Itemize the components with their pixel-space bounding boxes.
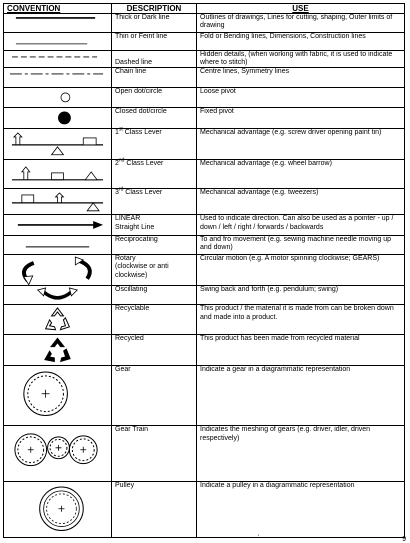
description-cell: Gear <box>112 365 197 425</box>
lever-label: Class Lever <box>122 128 162 136</box>
use-cell: Mechanical advantage (e.g. tweezers) <box>197 189 405 215</box>
table-row <box>4 50 405 68</box>
oscillating-arrow-icon <box>4 286 111 304</box>
description-cell <box>112 254 197 286</box>
symbol-cell <box>4 32 112 50</box>
description-cell: Closed dot/circle <box>112 108 197 129</box>
lever-label: Class Lever <box>123 189 163 197</box>
description-cell <box>112 215 197 236</box>
symbol-cell <box>4 50 112 68</box>
lever-ordinal-suffix: rd <box>118 187 124 194</box>
header-convention: CONVENTION <box>4 4 112 14</box>
symbol-cell <box>4 88 112 108</box>
symbol-cell <box>4 159 112 189</box>
symbol-cell <box>4 365 112 425</box>
table-row <box>4 14 405 33</box>
use-cell: Indicate a pulley in a diagrammatic representation <box>197 481 405 537</box>
description-cell <box>112 159 197 189</box>
symbol-cell <box>4 14 112 33</box>
symbol-cell <box>4 254 112 286</box>
header-row <box>4 4 405 14</box>
description-cell: Dashed line <box>112 50 197 68</box>
first-class-lever-icon <box>4 129 111 159</box>
reciprocating-arrow-icon <box>4 236 111 254</box>
header-description: DESCRIPTION <box>112 4 197 14</box>
description-cell: Recycled <box>112 335 197 366</box>
use-cell: Hidden details, (when working with fabric, it is used to indicate where to stitch) <box>197 50 405 68</box>
table-row <box>4 32 405 50</box>
table-row <box>4 128 405 159</box>
use-cell: Indicates the meshing of gears (e.g. driver, idler, driven respectively) <box>197 426 405 481</box>
symbol-cell <box>4 305 112 335</box>
use-cell: Outlines of drawings, Lines for cutting, shaping, Outer limits of drawing <box>197 14 405 33</box>
use-cell: Used to indicate direction. Can also be used as a pointer - up / down / left / right / forwards / backwards <box>197 215 405 236</box>
description-cell: Thick or Dark line <box>112 14 197 33</box>
table-row <box>4 108 405 129</box>
pulley-icon <box>4 482 111 537</box>
conventions-table <box>3 3 405 538</box>
footer-mark: ' <box>258 535 260 541</box>
table-row <box>4 88 405 108</box>
symbol-cell <box>4 426 112 481</box>
lever-ordinal: 2 <box>115 159 119 167</box>
table-row <box>4 254 405 286</box>
description-cell: Gear Train <box>112 426 197 481</box>
use-cell: Indicate a gear in a diagrammatic representation <box>197 365 405 425</box>
thick-line-icon <box>4 14 111 32</box>
description-line: clockwise) <box>115 271 148 279</box>
description-cell: Thin or Feint line <box>112 32 197 50</box>
thin-line-icon <box>4 33 111 50</box>
use-cell: This product / the material it is made from can be broken down and made into a product. <box>197 305 405 335</box>
description-line: Straight Line <box>115 223 155 231</box>
description-cell: Pulley <box>112 481 197 537</box>
header-use: USE <box>197 4 405 14</box>
rotary-arrow-icon <box>4 255 111 286</box>
closed-circle-icon <box>4 108 111 128</box>
description-cell: Chain line <box>112 68 197 88</box>
symbol-cell <box>4 481 112 537</box>
recycled-icon <box>4 335 111 365</box>
description-cell: Open dot/circle <box>112 88 197 108</box>
use-cell: Mechanical advantage (e.g. screw driver opening paint tin) <box>197 128 405 159</box>
use-cell: Swing back and forth (e.g. pendulum; swing) <box>197 286 405 305</box>
lever-ordinal-suffix: nd <box>118 157 125 164</box>
table-row <box>4 305 405 335</box>
symbol-cell <box>4 286 112 305</box>
lever-ordinal: 1 <box>115 128 119 136</box>
open-circle-icon <box>4 88 111 107</box>
table-row <box>4 189 405 215</box>
symbol-cell <box>4 68 112 88</box>
table-row <box>4 481 405 537</box>
use-cell: Circular motion (e.g. A motor spinning clockwise; GEARS) <box>197 254 405 286</box>
use-cell: This product has been made from recycled material <box>197 335 405 366</box>
use-cell: Loose pivot <box>197 88 405 108</box>
use-cell: Fold or Bending lines, Dimensions, Construction lines <box>197 32 405 50</box>
table-row <box>4 335 405 366</box>
symbol-cell <box>4 189 112 215</box>
table-row <box>4 235 405 254</box>
use-cell: Fixed pivot <box>197 108 405 129</box>
page-number: 9 <box>402 536 406 543</box>
gear-icon <box>4 366 111 425</box>
lever-ordinal-suffix: st <box>118 126 123 133</box>
third-class-lever-icon <box>4 189 111 214</box>
lever-label: Class Lever <box>124 159 164 167</box>
lever-ordinal: 3 <box>115 189 119 197</box>
use-cell: To and fro movement (e.g. sewing machine needle moving up and down) <box>197 235 405 254</box>
chain-line-icon <box>4 68 111 87</box>
second-class-lever-icon <box>4 160 111 189</box>
linear-arrow-icon <box>4 215 111 235</box>
description-line: Rotary <box>115 254 136 262</box>
table-row <box>4 286 405 305</box>
symbol-cell <box>4 128 112 159</box>
dashed-line-icon <box>4 51 111 68</box>
description-line: LINEAR <box>115 215 141 223</box>
symbol-cell <box>4 215 112 236</box>
symbol-cell <box>4 235 112 254</box>
table-row <box>4 215 405 236</box>
description-cell: Reciprocating <box>112 235 197 254</box>
description-cell: Recyclable <box>112 305 197 335</box>
symbol-cell <box>4 335 112 366</box>
description-cell <box>112 189 197 215</box>
description-line: (clockwise or anti <box>115 263 169 271</box>
table-row <box>4 426 405 481</box>
description-cell <box>112 128 197 159</box>
use-cell: Mechanical advantage (e.g. wheel barrow) <box>197 159 405 189</box>
symbol-cell <box>4 108 112 129</box>
description-cell: Oscillating <box>112 286 197 305</box>
gear-train-icon <box>4 426 111 480</box>
recyclable-icon <box>4 305 111 334</box>
table-row <box>4 365 405 425</box>
table-row <box>4 68 405 88</box>
table-row <box>4 159 405 189</box>
use-cell: Centre lines, Symmetry lines <box>197 68 405 88</box>
